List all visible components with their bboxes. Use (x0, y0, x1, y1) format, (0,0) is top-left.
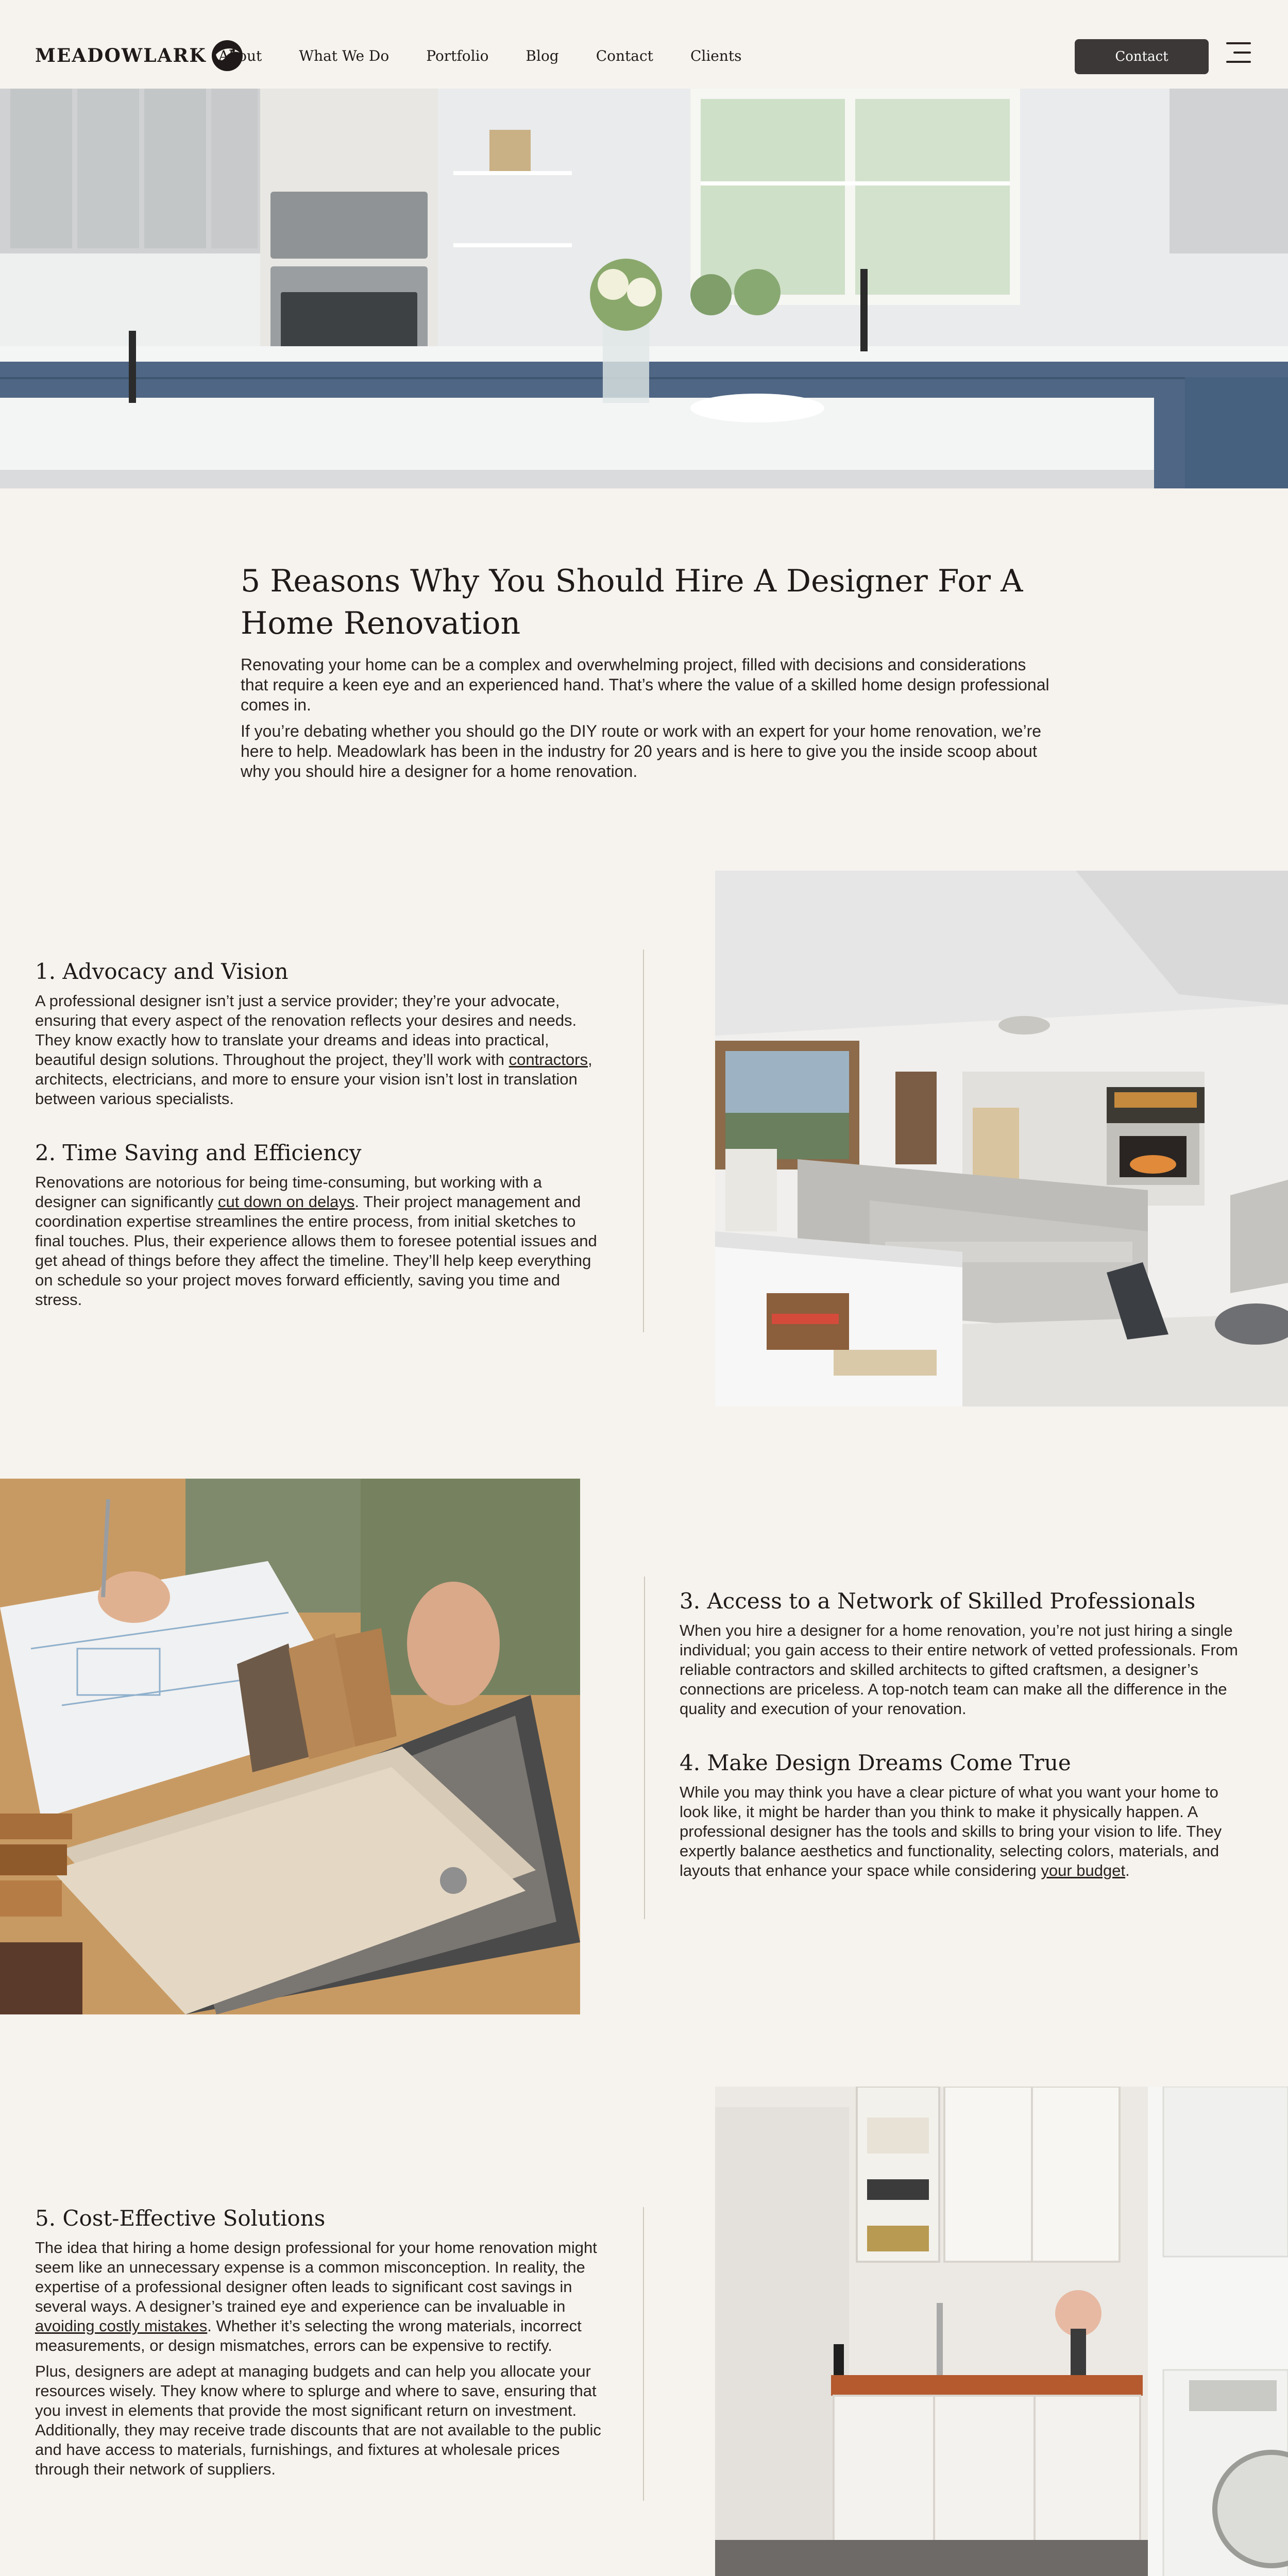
section-4-body: While you may think you have a clear picture of what you want your home to look like, it might be harder than you think to make it physically happen. A professional designer has the tools and skills to bring your vision to life. They expertly balance aesthetics and functionality, selecting colors, materials, and layouts that enhance your space while considering your budget. (680, 1783, 1222, 1879)
your-budget-link[interactable]: your budget (1041, 1861, 1126, 1879)
design-samples-image (0, 1479, 580, 2014)
cut-down-on-delays-link[interactable]: cut down on delays (217, 1193, 355, 1211)
nav-contact[interactable]: Contact (596, 47, 653, 64)
site-header (0, 0, 1288, 90)
nav-what-we-do[interactable]: What We Do (299, 47, 389, 64)
divider-line (643, 2207, 644, 2501)
section-1-body: A professional designer isn’t just a service provider; they’re your advocate, ensuring that every aspect of the renovation reflects your desires and needs. They know exactly how to translate your dreams and ideas into practical, beautiful design solutions. Throughout the project, they’ll work with contractors, architects, electricians, and more to ensure your vision isn’t lost in translation between various specialists. (35, 992, 592, 1108)
section-2-body: Renovations are notorious for being time-consuming, but working with a designer can significantly cut down on delays. Their project management and coordination expertise streamlines the entire process, from initial sketches to final touches. Plus, their experience allows them to foresee potential issues and get ahead of things before they affect the timeline. They’ll help keep everything on schedule so your project moves forward efficiently, saving you time and stress. (35, 1173, 597, 1309)
nav-blog[interactable]: Blog (526, 47, 559, 64)
intro-paragraph-1: Renovating your home can be a complex and overwhelming project, filled with decisions and considerations that require a keen eye and an experienced hand. That’s where the value of a skilled home design professional comes in. (241, 655, 1049, 714)
logo-wordmark: MEADOWLARK (35, 45, 207, 66)
menu-icon[interactable] (1226, 42, 1251, 70)
section-5-body-2: Plus, designers are adept at managing budgets and can help you allocate your resources wisely. They know where to splurge and where to save, ensuring that you invest in elements that provide the most significant return on investment. Additionally, they may receive trade discounts that are not available to the public and have access to materials, furnishings, and fixtures at wholesale prices through their network of suppliers. (35, 2362, 601, 2478)
avoiding-costly-mistakes-link[interactable]: avoiding costly mistakes (35, 2317, 208, 2335)
section-5-title: 5. Cost-Effective Solutions (35, 2206, 326, 2231)
page-title: 5 Reasons Why You Should Hire A Designer For A Home Renovation (241, 563, 1023, 641)
nav-clients[interactable]: Clients (690, 47, 742, 64)
nav-about[interactable]: About (218, 47, 262, 64)
section-2-title: 2. Time Saving and Efficiency (35, 1140, 362, 1165)
brand-logo[interactable] (35, 39, 244, 72)
article-intro (241, 560, 1049, 788)
divider-line (644, 1577, 645, 1919)
divider-line (643, 950, 644, 1332)
living-room-image (715, 871, 1288, 1406)
reasons-3-4 (680, 1587, 1251, 1887)
main-nav (218, 47, 779, 64)
contact-button[interactable]: Contact (1075, 39, 1209, 74)
section-3-body: When you hire a designer for a home renovation, you’re not just hiring a single individual; you gain access to their entire network of vetted professionals. From reliable contractors and skilled architects to gifted craftsmen, a designer’s connections are priceless. A top-notch team can make all the difference in the quality and execution of your renovation. (680, 1621, 1238, 1718)
contractors-link[interactable]: contractors (509, 1050, 588, 1069)
intro-paragraph-2: If you’re debating whether you should go the DIY route or work with an expert for your home renovation, we’re here to help. Meadowlark has been in the industry for 20 years and is here to give you the inside scoop about why you should hire a designer for a home renovation. (241, 722, 1042, 781)
reasons-1-2 (35, 957, 607, 1316)
section-1-title: 1. Advocacy and Vision (35, 959, 289, 984)
section-4-title: 4. Make Design Dreams Come True (680, 1750, 1071, 1775)
nav-portfolio[interactable]: Portfolio (426, 47, 489, 64)
section-3-title: 3. Access to a Network of Skilled Professionals (680, 1588, 1196, 1614)
reason-5 (35, 2204, 607, 2485)
laundry-room-image (715, 2087, 1288, 2576)
hero-kitchen-image (0, 89, 1288, 488)
section-5-body-1: The idea that hiring a home design professional for your home renovation might seem like an unnecessary expense is a common misconception. In reality, the expertise of a professional designer often leads to significant cost savings in several ways. A designer’s trained eye and experience can be invaluable in avoiding costly mistakes. Whether it’s selecting the wrong materials, incorrect measurements, or design mismatches, errors can be expensive to rectify. (35, 2239, 597, 2354)
